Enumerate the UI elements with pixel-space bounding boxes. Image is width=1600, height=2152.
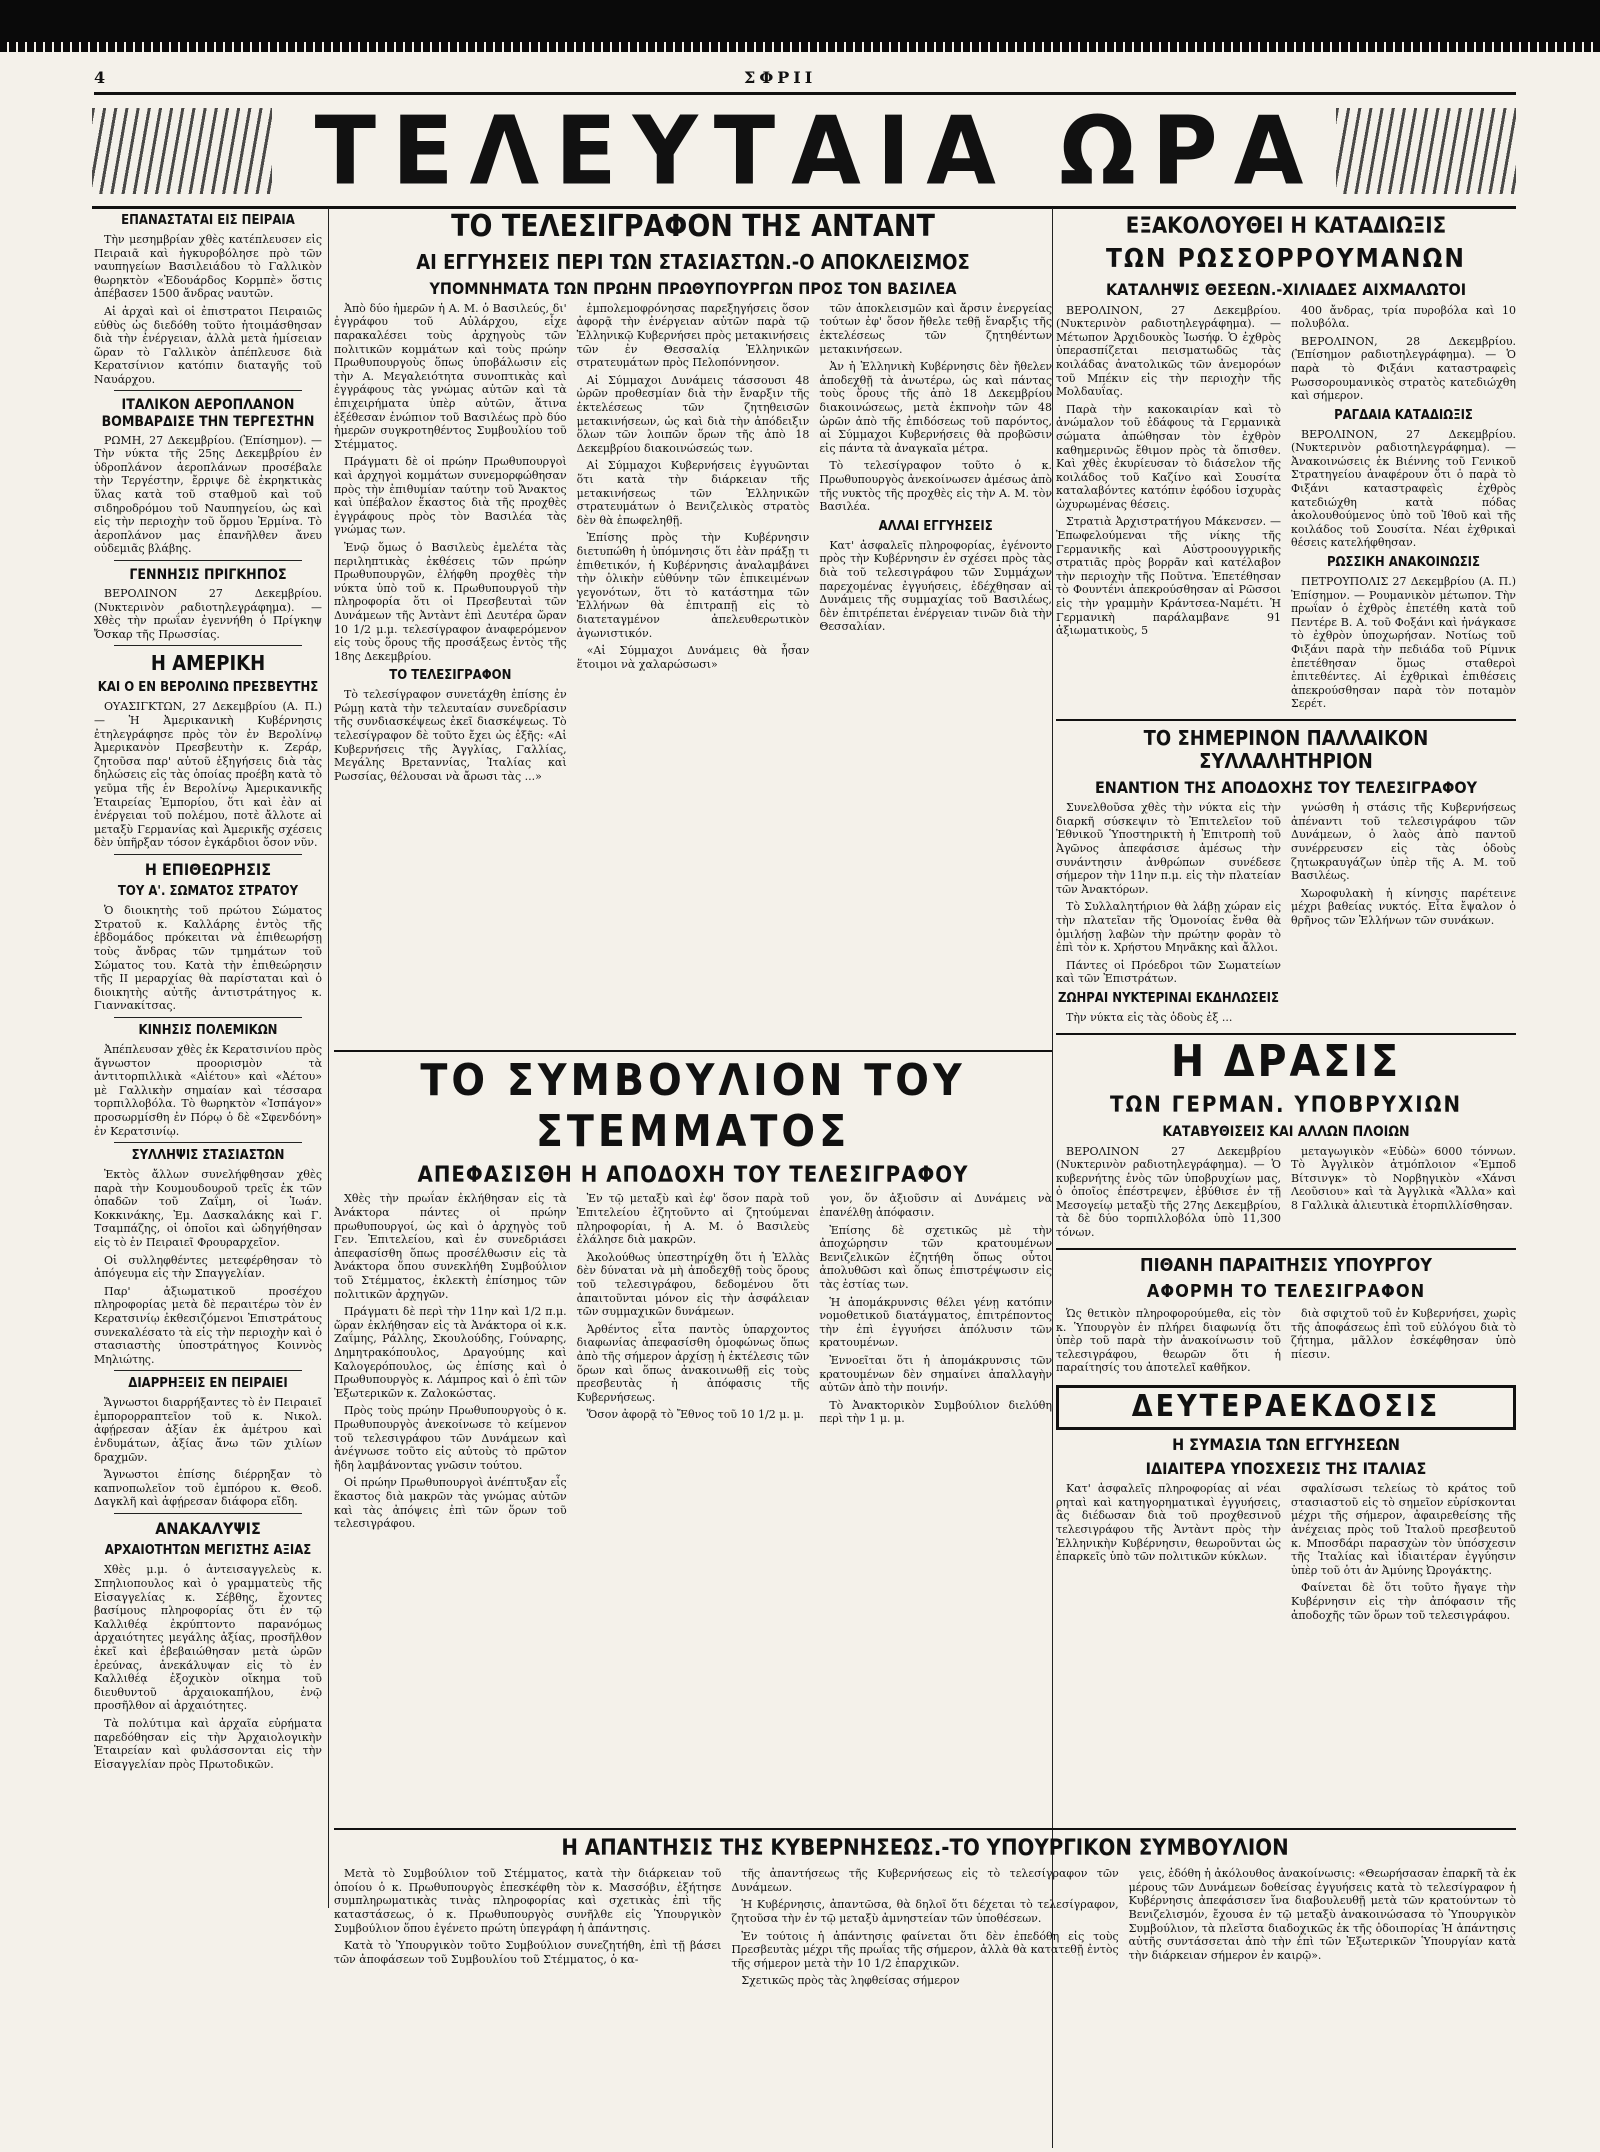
paragraph: ΟΥΑΣΙΓΚΤΩΝ, 27 Δεκεμβρίου (Α. Π.) — Ἡ Ἀμερικανικὴ Κυβέρνησις ἐτηλεγράφησε πρὸς τὸν ἐν Βερολίνῳ Ἀμερικανὸν Πρεσβευτὴν κ. Ζεράρ, ζητοῦσα παρ' αὐτοῦ ἐξηγήσεις διὰ τὰς δηλώσεις εἰς τὰς ὁποίας προέβη κατὰ τὸ γεῦμα τῆς ἐν Βερολίνῳ Ἀμερικανικῆς Ἑταιρείας Ἐμπορίου, ὅτι καὶ ἐὰν αἱ ἐνέργειαι τοῦ πολέμου, ποτὲ ἄλλοτε αἱ μεταξὺ Γερμανίας καὶ Ἀμερικῆς σχέσεις δὲν ὑπῆρξαν τόσον ἐγκάρδιοι ὅσον νῦν. bbox=[94, 700, 322, 850]
article-column bbox=[731, 1867, 1118, 1992]
paragraph: ΒΕΡΟΛΙΝΟΝ, 28 Δεκεμβρίου. (Ἐπίσημον ραδιοτηλεγράφημα). — Ὁ παρὰ τὸ Φιξάνι καταστραφεὶς Ρωσσορουμανικὸς στρατὸς κατεδιώχθη καὶ σήμερον. bbox=[1291, 334, 1516, 403]
article-column bbox=[334, 302, 567, 788]
paragraph: Χθὲς μ.μ. ὁ ἀντεισαγγελεὺς κ. Σπηλιοπουλος καὶ ὁ γραμματεὺς τῆς Εἰσαγγελίας κ. Σέβθης, ἔχοντες βασίμους πληροφορίας ὅτι ἐν τῷ Καλλιθέᾳ ἐκρύπτοντο παρανόμως ἀρχαιότητες μεγάλης ἀξίας, προσῆλθον ἐκεῖ καὶ ἐβεβαιώθησαν μετὰ ὠρῶν ἐρεύνας, ἀνεκάλυψαν εἰς τὸ ἐν Καλλιθέᾳ ἐξοχικὸν οἴκημα τοῦ διευθυντοῦ ἀρχαιοκαπήλου, ἐνῷ προσῆλθον αἱ ἀρχαιότητες. bbox=[94, 1563, 322, 1713]
paragraph: Αἱ ἀρχαὶ καὶ οἱ ἐπιστρατοι Πειραιῶς εὐθὺς ὡς διεδόθη τοῦτο ἠτοιμάσθησαν διὰ τὴν ἐνέργειαν, ἀλλὰ μετὰ ἡμίσειαν ὥραν τὸ Γαλλικὸν ἀπέπλευσε διὰ Κερατσίνιον κατόπιν διαταγῆς τοῦ Ναυάρχου. bbox=[94, 304, 322, 386]
paragraph: σφαλίσωσι τελείως τὸ κράτος τοῦ στασιαστοῦ εἰς τὸ σημεῖον εὑρίσκονται μέχρι τῆς σήμερον, ἀφαιρεθείσης τῆς ἀνέχειας πρὸς τοῦ Ἰταλοῦ πρεσβευτοῦ κ. Μποσδάρι παρασχὼν τὸν ὑπόσχεσιν τῆς Ἰταλίας καὶ ἰδιαιτέραν ἐγγύησιν ὑπὲρ τοῦ ὁτι ἀν Ἀμύνης Ὠρογάκτης. bbox=[1291, 1482, 1516, 1577]
banner-hatch-right bbox=[1336, 108, 1516, 194]
divider bbox=[114, 854, 302, 855]
paragraph: γνώσθη ἡ στάσις τῆς Κυβερνήσεως ἀπέναντι τοῦ τελεσιγράφου τῶν Δυνάμεων, ὁ λαὸς ἀπὸ παντοῦ συνέρρευσεν εἰς τὰς ὁδοὺς ζητωκραυγάζων ὑπὲρ τῆς Α. Μ. τοῦ Βασιλέως. bbox=[1291, 801, 1516, 883]
article-column bbox=[1056, 304, 1281, 715]
paragraph: Ὁ διοικητὴς τοῦ πρώτου Σώματος Στρατοῦ κ. Καλλάρης ἐντὸς τῆς ἑβδομάδος πρόκειται νὰ ἐπιθεωρήσῃ τοὺς ἄνδρας τῶν τμημάτων τοῦ Σώματος του. Κατὰ τὴν ἐπιθεώρησιν τῆς ΙΙ μεραρχίας θὰ παρίσταται καὶ ὁ διοικητὴς αὐτῆς ἀντιστράτηγος κ. Γιαννακίτσας. bbox=[94, 904, 322, 1013]
paragraph: Αἱ Σύμμαχοι Δυνάμεις τάσσουσι 48 ὡρῶν προθεσμίαν διὰ τὴν ἔναρξιν τῆς ἐκτελέσεως τῶν ζητηθεισῶν μετακινήσεων, ὡς καὶ διὰ τὴν ἀπόδειξιν ὅλων τῶν λοιπῶν ὅρων τῆς ἀπὸ 18 Δεκεμβρίου διακοινώσεώς των. bbox=[576, 373, 810, 455]
subheadline: ΚΑΤΑΒΥΘΙΣΕΙΣ ΚΑΙ ΑΛΛΩΝ ΠΛΟΙΩΝ bbox=[1162, 1124, 1410, 1141]
article-columns bbox=[334, 1867, 1516, 1992]
divider bbox=[1056, 1248, 1516, 1250]
subheadline: ΑΠΕΦΑΣΙΣΘΗ Η ΑΠΟΔΟΧΗ ΤΟΥ ΤΕΛΕΣΙΓΡΑΦΟΥ bbox=[417, 1163, 969, 1189]
subheadline: ΡΑΓΔΑΙΑ ΚΑΤΑΔΙΩΞΙΣ bbox=[1334, 407, 1473, 423]
article-column bbox=[819, 302, 1052, 788]
headline: ΙΤΑΛΙΚΟΝ ΑΕΡΟΠΛΑΝΟΝ ΒΟΜΒΑΡΔΙΣΕ ΤΗΝ ΤΕΡΓΕΣΤΗΝ bbox=[101, 397, 315, 430]
banner-title: ΤΕΛΕΥΤΑΙΑ ΩΡΑ bbox=[314, 96, 1320, 207]
paragraph: Μετὰ τὸ Συμβούλιον τοῦ Στέμματος, κατὰ τὴν διάρκειαν τοῦ ὁποίου ὁ κ. Πρωθυπουργὸς ἐπεσκέφθη τὸν κ. Μασσόβιν, ἐξήτησε συμπληρωματικὰς τινὰς πληροφορίας καὶ σχετικὰς ἐπὶ τῆς καταστάσεως, ὁ κ. Πρωθυπουργὸς συνῆλθε εἰς Ὑπουργικὸν Συμβούλιον ὅπου ἐγένετο πρώτη ὑπεγράφη ἡ ἀπάντησις. bbox=[334, 1867, 722, 1935]
paragraph: ΒΕΡΟΛΙΝΟΝ 27 Δεκεμβρίου (Νυκτερινὸν ραδιοτηλεγράφημα). — Ὁ κυβερνήτης ἑνὸς τῶν ὑποβρυχίων μας, ὁ ὁποῖος ἐπέστρεψεν, ἐβύθισε ἐν τῇ Μεσογείῳ μεταξὺ τῆς 27ης Δεκεμβρίου, τὰ δὲ δύο τορπιλλοβόλα ὑπὸ 11,300 τόνων. bbox=[1056, 1144, 1281, 1240]
paragraph: Σχετικῶς πρὸς τὰς ληφθείσας σήμερον bbox=[741, 1974, 960, 1988]
article-columns bbox=[334, 302, 1052, 788]
paragraph: Ἐνῷ ὅμως ὁ Βασιλεὺς ἐμελέτα τὰς περιληπτικὰς ἐκθέσεις τῶν πρώην Πρωθυπουργῶν, ἐλήφθη προχθὲς τὴν νύκτα ὑπὸ τοῦ κ. Πρωθυπουργοῦ τὴν πληροφορία ὅτι οἱ Πρεσβευταὶ τῶν Δυνάμεων τῆς Ἀντὰντ ἐπὶ Δευτέρα ὥραν 10 1/2 μ.μ. τελεσίγραφον ἀναφερόμενον εἰς τοὺς ὅρους τῆς προσάξεως ἐντὸς τῆς 18ης Δεκεμβρίου. bbox=[334, 540, 567, 663]
paragraph: Τὰ πολύτιμα καὶ ἀρχαῖα εὑρήματα παρεδόθησαν εἰς τὴν Ἀρχαιολογικὴν Ἑταιρείαν καὶ φυλάσσονται εἰς τὴν Εἰσαγγελίαν πρὸς Πρωτοδικῶν. bbox=[94, 1716, 322, 1771]
headline: ΔΙΑΡΡΗΞΕΙΣ ΕΝ ΠΕΙΡΑΙΕΙ bbox=[128, 1376, 288, 1392]
article-column bbox=[334, 1867, 721, 1992]
paragraph: Ἄγνωστοι διαρρήξαντες τὸ ἐν Πειραιεῖ ἐμπορορραπτεῖον τοῦ κ. Νικολ. ἀφῄρεσαν ἀξίαν ἐκ ἀμέτρου καὶ ἐνδυμάτων, ἀξίας ἄνω τῶν χιλίων δραχμῶν. bbox=[94, 1396, 322, 1464]
paragraph: Ἐν τῷ μεταξὺ καὶ ἐφ' ὅσον παρὰ τοῦ Ἐπιτελείου ἐζητοῦντο αἱ ζητούμεναι πληροφορίαι, ἡ Α. Μ. ὁ Βασιλεὺς ἐλάλησε διὰ μακρῶν. bbox=[576, 1192, 810, 1247]
divider bbox=[334, 1828, 1516, 1830]
subheadline: ΚΑΙ Ο ΕΝ ΒΕΡΟΛΙΝΩ ΠΡΕΣΒΕΥΤΗΣ bbox=[97, 680, 319, 696]
paragraph: Ἀκολούθως ὑπεστηρίχθη ὅτι ἡ Ἑλλὰς δὲν δύναται νὰ μὴ ἀποδεχθῇ τοὺς ὅρους τοῦ τελεσιγράφου, δεδομένου ὅτι ἀπαιτοῦνται μόνον εἰς τὴν ἀσφάλειαν τῶν συμμαχικῶν δυνάμεων. bbox=[576, 1250, 810, 1319]
article-columns bbox=[1056, 801, 1516, 1028]
paragraph: Ἄγνωστοι ἐπίσης διέρρηξαν τὸ καπνοπωλεῖον τοῦ ἐμπόρου κ. Θεοδ. Δαγκλῆ καὶ ἀφῄρεσαν διάφορα εἴδη. bbox=[94, 1468, 322, 1509]
paragraph: Παρὰ τὴν κακοκαιρίαν καὶ τὸ ἀνώμαλον τοῦ ἐδάφους τὰ Γερμανικὰ σώματα ἀπώθησαν τὸν ἐχθρὸν καθημερινῶς ἔθιμον πρὸς τὰ ὄπισθεν. Καὶ χθὲς ἐκυρίευσαν τὸ διάσελον τῆς κοιλάδος τοῦ Καζίνο καὶ Σουσίτα καταλαβόντες κατόπιν ἐφόδου ἰσχυρὰς ὠχυρωμένας θέσεις. bbox=[1056, 402, 1281, 511]
article-column bbox=[1129, 1867, 1516, 1992]
article-column bbox=[577, 1192, 810, 1534]
divider bbox=[114, 645, 302, 646]
paragraph: Παρ' ἀξιωματικοῦ προσέχου πληροφορίας μετὰ δὲ περαιτέρω τὸν ἐν Κερατσινίῳ ἐκθεσιζόμενοι Ἐπιστράτους συνεκαλέσατο τὰ εἰς τὴν περιοχὴν καὶ ὁ στασιαστὴς ὑποστράτηγος Κοιννὸς Μηλιώτης. bbox=[94, 1284, 322, 1366]
scan-top-border bbox=[0, 0, 1600, 52]
paragraph: τῶν ἀποκλεισμῶν καὶ ἄρσιν ἐνεργείας τούτων ἐφ' ὅσον ἤθελε τεθῇ ἔναρξις τῆς ἐκτελέσεως τῶν ζητηθέντων μετακινήσεων. bbox=[819, 301, 1052, 356]
divider bbox=[1056, 1033, 1516, 1035]
paragraph: Ἐπίσης πρὸς τὴν Κυβέρνησιν διετυπώθη ἡ ὑπόμνησις ὅτι ἐὰν πράξῃ τι ἐπιθετικόν, ἡ Κυβέρνησις ἀναλαμβάνει τὴν ὁλικὴν εὐθύνην τῶν ἐπικειμένων γεγονότων, ὅτι τὸ κατάστημα τῶν Ἑλλήνων θὰ ἐπιτραπῇ εἰς τὸ διατεταγμένον ἀπελευθερωτικὸν ἀγωνιστικόν. bbox=[576, 531, 810, 640]
divider bbox=[114, 1370, 302, 1371]
page-header bbox=[94, 68, 1494, 90]
paragraph: Κατ' ἀσφαλεῖς πληροφορίας αἱ νέαι ρηταὶ καὶ κατηγορηματικαὶ ἐγγυήσεις, ἃς διέδωσαν διὰ τοῦ προχθεσινοῦ τελεσιγράφου τῆς Ἀντὰντ πρὸς τὴν Ἑλληνικὴν Κυβέρνησιν, θεωροῦνται ὡς ἐπαρκεῖς ὑπὸ τῶν πολιτικῶν κύκλων. bbox=[1056, 1482, 1281, 1564]
paragraph: Τὸ Ἀνακτορικὸν Συμβούλιον διελύθη περὶ τὴν 1 μ. μ. bbox=[819, 1398, 1052, 1426]
headline: ΠΙΘΑΝΗ ΠΑΡΑΙΤΗΣΙΣ ΥΠΟΥΡΓΟΥ bbox=[1140, 1254, 1432, 1276]
article-column bbox=[819, 1192, 1052, 1534]
paragraph: Πάντες οἱ Πρόεδροι τῶν Σωματείων καὶ τῶν Ἐπιστράτων. bbox=[1056, 958, 1281, 986]
headline: ΕΞΑΚΟΛΟΥΘΕΙ Η ΚΑΤΑΔΙΩΞΙΣ bbox=[1125, 214, 1447, 239]
paragraph: Ἡ Κυβέρνησις, ἀπαντῶσα, θὰ δηλοῖ ὅτι δέχεται τὸ τελεσίγραφον, ζητοῦσα τὴν ἐν τῷ μεταξὺ ἀμνηστείαν τῶν ὑποθέσεων. bbox=[731, 1898, 1119, 1926]
section-banner bbox=[92, 98, 1516, 209]
banner-hatch-left bbox=[92, 108, 272, 194]
article-column bbox=[1056, 1145, 1281, 1244]
paragraph: ΡΩΜΗ, 27 Δεκεμβρίου. (Ἐπίσημον). — Τὴν νύκτα τῆς 25ης Δεκεμβρίου ἐν ὑδροπλάνον ἀεροπλάνων προσέβαλε τὴν Τεργέστην, ἔρριψε δὲ ἐκρηκτικὰς ὕλας κατὰ τοῦ σταθμοῦ καὶ τοῦ σιδηροδρόμου τοῦ Ναυπηγείου, ὡς καὶ εἰς τὴν περιοχὴν τοῦ ὅρμου Ἐρμίνα. Τὸ ἀεροπλάνον μας ἐπανῆλθεν ἄνευ οὐδεμιᾶς βλάβης. bbox=[94, 433, 322, 556]
paragraph: Τὸ τελεσίγραφον τοῦτο ὁ κ. Πρωθυπουργὸς ἀνεκοίνωσεν ἀμέσως ἀπὸ τῆς νυκτὸς τῆς προχθὲς εἰς τὴν Α. Μ. τὸν Βασιλέα. bbox=[819, 459, 1052, 514]
paragraph: Οἱ πρώην Πρωθυπουργοὶ ἀνέπτυξαν εἷς ἕκαστος διὰ μακρῶν τὰς γνώμας αὐτῶν καὶ τὰς ἀπόψεις ἐπὶ τῶν ὅρων τοῦ τελεσιγράφου. bbox=[334, 1476, 567, 1531]
article-column bbox=[1291, 801, 1516, 1028]
headline: ΚΙΝΗΣΙΣ ΠΟΛΕΜΙΚΩΝ bbox=[138, 1023, 278, 1039]
headline: ΤΩΝ ΡΩΣΣΟΡΡΟΥΜΑΝΩΝ bbox=[1106, 244, 1466, 275]
column-separator bbox=[328, 208, 329, 1908]
paragraph: Ὡς θετικὸν πληροφορούμεθα, εἰς τὸν κ. Ὑπουργὸν ἐν πλήρει διαφωνίᾳ ὅτι ὑπὲρ τοῦ παρὰ τὴν ἀνακοίνωσιν τοῦ τελεσιγράφου, θεωρῶν ὅτι ἡ παραίτησίς του ἀποτελεῖ καθῆκον. bbox=[1056, 1307, 1281, 1375]
divider bbox=[114, 1513, 302, 1514]
divider bbox=[114, 1017, 302, 1018]
article-column bbox=[577, 302, 810, 788]
newspaper-name: ΣΦΡΙΙ bbox=[744, 68, 817, 87]
paragraph: Ἐν τούτοις ἡ ἀπάντησις φαίνεται ὅτι δὲν ἐπεδόθη εἰς τοὺς Πρεσβευτὰς μέχρι τῆς πρωΐας τῆς σήμερον, ἀλλὰ θὰ κατατεθῇ ἐντὸς τῆς σήμερον μετὰ τὴν 10 1/2 ἐπαρχικῶν. bbox=[731, 1929, 1119, 1970]
subheadline: ΕΝΑΝΤΙΟΝ ΤΗΣ ΑΠΟΔΟΧΗΣ ΤΟΥ ΤΕΛΕΣΙΓΡΑΦΟΥ bbox=[1094, 777, 1478, 797]
divider bbox=[114, 560, 302, 561]
subheadline: ΖΩΗΡΑΙ ΝΥΚΤΕΡΙΝΑΙ ΕΚΔΗΛΩΣΕΙΣ bbox=[1058, 991, 1279, 1006]
paragraph: διὰ σφιχτοῦ τοῦ ἐν Κυβερνήσει, χωρὶς τῆς ἀποφάσεως ἐπὶ τοῦ εὐλόγου διὰ τὸ ζήτημα, μᾶλλον ἐσκέφθησαν ὑπὸ πίεσιν. bbox=[1291, 1307, 1516, 1361]
paragraph: Ἐκτὸς ἄλλων συνελήφθησαν χθὲς παρὰ τὴν Κουμουδουροῦ τρεῖς ἐκ τῶν ὁπαδῶν τοῦ Ζαΐμη, οἱ Ἰωάν. Κοκκινάκης, Ἐμ. Δασκαλάκης καὶ Γ. Τσαμπάζης, οἱ ὁποῖοι καὶ ὡδηγήθησαν εἰς τὸ ἐν Πειραιεῖ Φρουραρχεῖον. bbox=[94, 1168, 322, 1250]
scan-edge bbox=[0, 42, 1600, 52]
article-column bbox=[1291, 1145, 1516, 1244]
article-column bbox=[1056, 1482, 1281, 1626]
paragraph: Τὸ τελεσίγραφον συνετάχθη ἐπίσης ἐν Ρώμῃ κατὰ τὴν τελευταίαν συνεδρίασιν τῆς συνδιασκέψεως ἐκεῖ διασκέψεως. Τὸ τελεσίγραφον δὲ τοῦτο ἔχει ὡς ἑξῆς: «Αἱ Κυβερνήσεις τῆς Ἀγγλίας, Γαλλίας, Μεγάλης Βρεταννίας, Ἰταλίας καὶ Ρωσσίας, θέλουσαι νὰ ἄρωσι τὰς ...» bbox=[334, 688, 567, 783]
headline: ΤΩΝ ΓΕΡΜΑΝ. ΥΠΟΒΡΥΧΙΩΝ bbox=[1109, 1093, 1463, 1119]
paragraph: γον, ὅν ἀξιοῦσιν αἱ Δυνάμεις νὰ ἐπανέλθῃ ἀπόφασιν. bbox=[819, 1192, 1052, 1220]
subheadline: ΚΑΤΑΛΗΨΙΣ ΘΕΣΕΩΝ.-ΧΙΛΙΑΔΕΣ ΑΙΧΜΑΛΩΤΟΙ bbox=[1105, 280, 1467, 300]
article-column bbox=[334, 1192, 567, 1534]
paragraph: Κατ' ἀσφαλεῖς πληροφορίας, ἐγένοντο πρὸς τὴν Κυβέρνησιν ἐν σχέσει πρὸς τὰς διὰ τοῦ τελεσιγράφου τῶν Συμμάχων παρεχομένας ἐγγυήσεις, ἐδέχθησαν αἱ Δυνάμεις τῆς συμμαχίας τοῦ Βασιλέως, δὲν ἐπιτρέπεται ἐνέργειαν τινῶν διὰ τὴν Θεσσαλίαν. bbox=[819, 538, 1052, 634]
paragraph: ΒΕΡΟΛΙΝΟΝ, 27 Δεκεμβρίου. (Νυκτερινὸν ραδιοτηλεγράφημα). — Ἀνακοινώσεις ἐκ Βιέννης τοῦ Γενικοῦ Στρατηγείου ἀναφέρουν ὅτι ὁ παρὰ τὸ Φιξάνι καταστραφεὶς ἐχθρὸς κατεδιώχθη κατὰ πόδας ἀκολουθούμενος ὑπὸ τοῦ Ἰθοῦ καὶ τῆς κοιλάδος τοῦ Σουσίτα. Νέαι ἐχθρικαὶ θέσεις κατελήφθησαν. bbox=[1291, 427, 1516, 550]
paragraph: Τὴν νύκτα εἰς τὰς ὁδοὺς ἐξ ... bbox=[1066, 1010, 1233, 1024]
article-columns bbox=[1056, 1145, 1516, 1244]
deck: ΥΠΟΜΝΗΜΑΤΑ ΤΩΝ ΠΡΩΗΝ ΠΡΩΘΥΠΟΥΡΓΩΝ ΠΡΟΣ ΤΟΝ ΒΑΣΙΛΕΑ bbox=[429, 278, 957, 298]
headline: Η ΕΠΙΘΕΩΡΗΣΙΣ bbox=[144, 859, 272, 879]
main-headline: Η ΑΠΑΝΤΗΣΙΣ ΤΗΣ ΚΥΒΕΡΝΗΣΕΩΣ.-ΤΟ ΥΠΟΥΡΓΙΚΟΝ ΣΥΜΒΟΥΛΙΟΝ bbox=[561, 1836, 1289, 1861]
subheadline: ΑΡΧΑΙΟΤΗΤΩΝ ΜΕΓΙΣΤΗΣ ΑΞΙΑΣ bbox=[104, 1543, 312, 1559]
right-column bbox=[1056, 208, 1516, 1818]
paragraph: τῆς ἀπαντήσεως τῆς Κυβερνήσεως εἰς τὸ τελεσίγραφον τῶν Δυνάμεων. bbox=[731, 1867, 1119, 1894]
ultimatum-article bbox=[334, 208, 1052, 1038]
left-column bbox=[94, 208, 322, 2138]
paragraph: ΠΕΤΡΟΥΠΟΛΙΣ 27 Δεκεμβρίου (Α. Π.) Ἐπίσημον. — Ρουμανικὸν μέτωπον. Τὴν πρωΐαν ὁ ἐχθρὸς ἐπετέθη κατὰ τοῦ Πεντέρε Β. Α. τοῦ Φοξάνι καὶ ἠνάγκασε τὸ ἐχθρὸν ὑποχωρήσαν. Νοτίως τοῦ Φιξάνι παρὰ τὴν πεδιάδα τοῦ Ρίμνικ ἐπετέθησαν ὅμως σταθεροὶ ἐπιτεθέντες. Αἱ ἐχθρικαὶ ἐπιθέσεις ἀπεκρούσθησαν παρὰ τὸν ποταμὸν Σερέτ. bbox=[1291, 574, 1516, 711]
paragraph: 400 ἄνδρας, τρία πυροβόλα καὶ 10 πολυβόλα. bbox=[1291, 303, 1516, 331]
paragraph: Χωροφυλακὴ ἡ κίνησις παρέτεινε μέχρι βαθείας νυκτός. Εἶτα ἔψαλον ὁ θρῆνος τῶν Ἐλλήνων τῶν συνάκων. bbox=[1291, 886, 1516, 928]
paragraph: ΒΕΡΟΛΙΝΟΝ, 27 Δεκεμβρίου. (Νυκτερινὸν ραδιοτηλεγράφημα). — Μέτωπον Ἀρχιδουκὸς Ἰωσήφ. Ὁ ἐχθρὸς ὑπερασπίζεται πεισματωδῶς τὰς κοιλάδας ἀνατολικῶς τῶν ἀνεμορόων τοῦ Μπέκιν εἰς τὴν περιοχὴν τῆς Μολδαυΐας. bbox=[1056, 303, 1281, 399]
paragraph: Τὸ Συλλαλητήριον θὰ λάβῃ χώραν εἰς τὴν πλατεῖαν τῆς Ὁμονοίας ἔνθα θὰ ὁμιλήσῃ λαβὼν τὴν πρώτην φορὰν τὸ ἐπὶ τὸν κ. Χρήστου Μηνᾶκης καὶ ἄλλοι. bbox=[1056, 900, 1281, 955]
paragraph: Ἀπέπλευσαν χθὲς ἐκ Κερατσινίου πρὸς ἄγνωστον προορισμὸν τὰ ἀντιτορπιλλικὰ «Αἰέτου» καὶ «Ἀέτου» μὲ Γαλλικὴν σημαίαν καὶ τέσσαρα τορπιλλοβόλα. Τὸ θωρηκτὸν «Ἰσπάγον» προσωρμίσθη ἐν Πόρῳ ὁ δὲ «Σφενδόνη» ἐν Κερατσινίῳ. bbox=[94, 1042, 322, 1138]
paragraph: Ἡ ἀπομάκρυνσις θέλει γένῃ κατόπιν νομοθετικοῦ διατάγματος, ἐπιτρέποντος τὴν ἐπὶ ἐγγυήσει ἀπόλυσιν τῶν κρατουμένων. bbox=[819, 1295, 1052, 1350]
main-headline: ΤΟ ΣΥΜΒΟΥΛΙΟΝ ΤΟΥ ΣΤΕΜΜΑΤΟΣ bbox=[420, 1055, 966, 1157]
paragraph: Πρὸς τοὺς πρώην Πρωθυπουργοὺς ὁ κ. Πρωθυπουργὸς ἀνεκοίνωσε τὸ κείμενον τοῦ τελεσιγράφου τῶν Δυνάμεων καὶ ἀνέγνωσε τοῦτο εἰς αὐτοὺς τὸ πρῶτον ἤδη λαμβάνοντας γνῶσιν τούτου. bbox=[334, 1404, 567, 1472]
paragraph: γεις, ἐδόθη ἡ ἀκόλουθος ἀνακοίνωσις: «Θεωρήσασαν ἐπαρκῆ τὰ ἐκ μέρους τῶν Δυνάμεων δοθείσας ἐγγυήσεις κατὰ τὸ τελεσίγραφον ἡ Κυβέρνησις ἀπεφάσισεν ἵνα διαβουλευθῇ μετὰ τῶν κρατούντων τὸ Βενιζελισμόν, ἔχουσα ἐν τῷ μεταξὺ ἀνακοινώσασα τὸ Ὑπουργικὸν Συμβούλιον, τὰ πλεῖστα διαδοχικῶς ἐκ τῆς ὁδοιπορίας Ἡ ἀπάντησις αὐτῆς συντάσσεται ἀπὸ τὴν ἐπὶ τῶν Ἐξωτερικῶν Ὑπουργίαν κατὰ τὴν διάρκειαν σήμερον ἐν καιρῷ». bbox=[1128, 1867, 1516, 1962]
paragraph: Ἐπίσης δὲ σχετικῶς μὲ τὴν ἀποχώρησιν τῶν κρατουμένων Βενιζελικῶν ἐζητήθη ὅπως οὗτοι ἀπολυθῶσι καὶ ὅπως ἐπιστρέψωσιν εἰς τὰς ἐστίας των. bbox=[819, 1223, 1052, 1292]
second-edition-banner: ΔΕΥΤΕΡΑΕΚΔΟΣΙΣ bbox=[1056, 1385, 1516, 1430]
subheadline: Η ΣΥΜΑΣΙΑ ΤΩΝ ΕΓΓΥΗΣΕΩΝ bbox=[1172, 1434, 1400, 1454]
paragraph: Πράγματι δὲ οἱ πρώην Πρωθυπουργοὶ καὶ ἀρχηγοὶ κομμάτων συνεμορφώθησαν πρὸς τὴν ἐπιθυμίαν ταύτην τοῦ Ἄνακτος καὶ ὑπέβαλον ἕκαστος διὰ τῆς προχθὲς ἐγγράφους πρὸς τὸν Βασιλέα τὰς γνώμας των. bbox=[334, 455, 567, 537]
paragraph: Κατὰ τὸ Ὑπουργικὸν τοῦτο Συμβούλιον συνεζητήθη, ἐπὶ τῇ βάσει τῶν ἀποφάσεων τοῦ Συμβουλίου τοῦ Στέμματος, ὁ κα- bbox=[334, 1939, 722, 1966]
subheadline: ΤΟ ΤΕΛΕΣΙΓΡΑΦΟΝ bbox=[389, 668, 512, 684]
headline: ΤΟ ΣΗΜΕΡΙΝΟΝ ΠΑΛΛΑΙΚΟΝ ΣΥΛΛΑΛΗΤΗΡΙΟΝ bbox=[1143, 725, 1429, 773]
paragraph: Χθὲς τὴν πρωΐαν ἐκλήθησαν εἰς τὰ Ἀνάκτορα πάντες οἱ πρώην πρωθυπουργοί, ὡς καὶ ὁ ἀρχηγὸς τοῦ Γεν. Ἐπιτελείου, καὶ ἐν συνεδριάσει ἀπεφασίσθη ὅπως προσέλθωσιν εἰς τὰ Ἀνάκτορα ὅπου συνεκλήθη Συμβούλιον τοῦ Στέμματος, ἐκλεκτὴ ἐπίσημος τῶν πολιτικῶν ἀρχηγῶν. bbox=[334, 1192, 567, 1301]
article-columns bbox=[334, 1192, 1052, 1534]
article-column bbox=[1291, 1482, 1516, 1626]
paragraph: Ἀρθέντος εἶτα παντὸς ὑπαρχοντος διαφωνίας ἀπεφασίσθη ὁμοφώνως ὅπως ἀπὸ τῆς σήμερον ἀρχίσῃ ἡ ἐκτέλεσις τῶν ὅρων καὶ ὅπως ἀνακοινωθῇ εἰς τοὺς πρεσβευτὰς ἡ ἀπόφασις τῆς Κυβερνήσεως. bbox=[576, 1322, 810, 1404]
paragraph: Ἀν ἡ Ἑλληνικὴ Κυβέρνησις δὲν ἤθελεν ἀποδεχθῇ τὰ ἀνωτέρω, ὡς καὶ πάντας τοὺς ὅρους τῆς ἀπὸ 18 Δεκεμβρίου διακοινώσεως, μετὰ ἐκπνοὴν τῶν 48 ὡρῶν ἀπὸ τῆς ἐπιδόσεως τοῦ παρόντος, αἱ Σύμμαχοι Κυβερνήσεις θὰ προβῶσιν εἰς πάντα τὰ ἀναγκαῖα μέτρα. bbox=[819, 360, 1052, 455]
subheadline: ΙΔΙΑΙΤΕΡΑ ΥΠΟΣΧΕΣΙΣ ΤΗΣ ΙΤΑΛΙΑΣ bbox=[1145, 1458, 1427, 1478]
paragraph: Ἀπὸ δύο ἡμερῶν ἡ Α. Μ. ὁ Βασιλεύς, δι' ἐγγράφου τοῦ Αὐλάρχου, εἶχε παρακαλέσει τοὺς ἀρχηγοὺς τῶν πολιτικῶν κομμάτων καὶ τοὺς πρώην Πρωθυπουργοὺς ὅπως ὑποβάλωσιν εἰς τὴν Α. Μεγαλειότητα συνοπτικὰς καὶ ἐγγράφους τὰς γνώμας αὐτῶν καὶ τὰ ἐπιχειρήματα ὑπὲρ αὐτῶν, ἅτινα ἐξέθεσαν ἐνώπιον τοῦ Βασιλέως πρὸ δύο ἡμερῶν συγκροτηθέντος Συμβουλίου τοῦ Στέμματος. bbox=[334, 301, 567, 451]
paragraph: «Αἱ Σύμμαχοι Δυνάμεις θὰ ἦσαν ἕτοιμοι νὰ χαλαρώσωσι» bbox=[576, 644, 810, 671]
paragraph: Συνελθοῦσα χθὲς τὴν νύκτα εἰς τὴν διαρκῆ σύσκεψιν τὸ Ἐπιτελεῖον τοῦ Ἐθνικοῦ Ὑποστηρικτὴ ἡ Ἐπιτροπὴ τοῦ Ἀγῶνος ἀπεφάσισε ἀμέσως τὴν συνάντησιν ἀνθρώπων συνέδεσε σήμερον τὴν 11ην π.μ. εἰς τὴν πλατείαν τῶν Ἀνακτόρων. bbox=[1056, 801, 1281, 896]
paragraph: ἐμπολεμοφρόνησας παρεξηγήσεις ὅσον ἀφορᾷ τὴν ἐνέργειαν αὐτῶν παρὰ τῷ Ἑλληνικῷ Κυβερνήσει πρὸς μετακινήσεις τῶν ἐν Θεσσαλίᾳ Ἑλληνικῶν στρατευμάτων πρὸς Πελοπόννησον. bbox=[576, 301, 810, 370]
divider bbox=[114, 390, 302, 391]
paragraph: Αἱ Σύμμαχοι Κυβερνήσεις ἐγγυῶνται ὅτι κατὰ τὴν διάρκειαν τῆς μετακινήσεως τῶν Ἑλληνικῶν στρατευμάτων ὁ Βενιζελικὸς στρατὸς δὲν θὰ ἐπωφεληθῇ. bbox=[576, 459, 810, 527]
paragraph: Ὅσον ἀφορᾷ τὸ Ἔθνος τοῦ 10 1/2 μ. μ. bbox=[586, 1408, 804, 1422]
paragraph: Φαίνεται δὲ ὅτι τοῦτο ἤγαγε τὴν Κυβέρνησιν εἰς τὴν ἀπόφασιν τῆς ἀποδοχῆς τῶν ὅρων τοῦ τελεσιγράφου. bbox=[1291, 1581, 1516, 1622]
paragraph: Πράγματι δὲ περὶ τὴν 11ην καὶ 1/2 π.μ. ὥραν ἐκλήθησαν εἰς τὰ Ἀνάκτορα οἱ κ.κ. Ζαΐμης, Ράλλης, Σκουλούδης, Γούναρης, Δημητρακόπουλος, Δραγούμης καὶ Καλογερόπουλος, ὡς ἐπίσης καὶ ὁ Πρωθυπουργὸς κ. Λάμπρος καὶ ὁ ἐπὶ τῶν Ἐξωτερικῶν κ. Ζαλοκώστας. bbox=[334, 1305, 567, 1400]
subheadline: ΑΦΟΡΜΗ ΤΟ ΤΕΛΕΣΙΓΡΑΦΟΝ bbox=[1146, 1281, 1426, 1303]
main-headline: ΤΟ ΤΕΛΕΣΙΓΡΑΦΟΝ ΤΗΣ ΑΝΤΑΝΤ bbox=[451, 209, 935, 244]
divider bbox=[334, 1050, 1052, 1052]
subheadline: ΑΙ ΕΓΓΥΗΣΕΙΣ ΠΕΡΙ ΤΩΝ ΣΤΑΣΙΑΣΤΩΝ.-Ο ΑΠΟΚΛΕΙΣΜΟΣ bbox=[416, 249, 970, 274]
paragraph: Τὴν μεσημβρίαν χθὲς κατέπλευσεν εἰς Πειραιᾶ καὶ ἠγκυροβόλησε πρὸ τῶν ναυπηγείων Βασιλειάδου τὸ Γαλλικὸν θωρηκτὸν «Ἐδουάρδος Κορμπὲ» ὅστις ἀπέβασεν 1500 ἄνδρας ναυτῶν. bbox=[94, 232, 322, 301]
government-reply-article bbox=[334, 1828, 1516, 2128]
paragraph: Οἱ συλληφθέντες μετεφέρθησαν τὸ ἀπόγευμα εἰς τὴν Σπαγγελίαν. bbox=[94, 1253, 322, 1281]
paragraph: Ἐννοεῖται ὅτι ἡ ἀπομάκρυνσις τῶν κρατουμένων δὲν σημαίνει ἀπαλλαγὴν αὐτῶν ἀπὸ τὴν ποινήν. bbox=[819, 1354, 1052, 1395]
paragraph: Στρατιὰ Ἀρχιστρατήγου Μάκενσεν. — Ἐπωφελούμεναι τῆς νίκης τῆς Γερμανικῆς καὶ Αὐστροουγγρικῆς στρατιᾶς πρὸς βορρᾶν καὶ κατέλαβον τὴν περιοχὴν τῆς Ποῦτνα. Ἐπετέθησαν τὸ Φουντένι ἀπεκρούσθησαν αἱ Ρῶσσοι εἰς τὴν γραμμὴν Κράντσεα-Ναμέτι. Ἡ Γερμανικὴ παράλαμβανε 91 ἀξιωματικοὺς, 5 bbox=[1056, 515, 1281, 638]
headline: Η ΔΡΑΣΙΣ bbox=[1171, 1035, 1401, 1087]
headline: ΑΝΑΚΑΛΥΨΙΣ bbox=[155, 1519, 261, 1539]
paragraph: μεταγωγικὸν «Εὐδὼ» 6000 τόννων. Τὸ Ἀγγλικὸν ἀτμόπλοιον «Ἐμποδ Βίτσινγκ» τὸ Νορβηγικὸν «Χάνσι Λεοῦσιου» καὶ τὰ Ἀγγλικὰ «Ἄλλα» καὶ 8 Γαλλικὰ ἁλιευτικὰ ἐτορπιλλίσθησαν. bbox=[1291, 1144, 1516, 1212]
divider bbox=[114, 1142, 302, 1143]
paragraph: ΒΕΡΟΛΙΝΟΝ 27 Δεκεμβρίου. (Νυκτερινὸν ραδιοτηλεγράφημα). — Χθὲς τὴν πρωΐαν ἐγεννήθη ὁ Πρίγκηψ Ὄσκαρ τῆς Πρωσσίας. bbox=[94, 587, 322, 641]
article-columns bbox=[1056, 1307, 1516, 1379]
article-column bbox=[1291, 304, 1516, 715]
headline: ΓΕΝΝΗΣΙΣ ΠΡΙΓΚΗΠΟΣ bbox=[129, 567, 287, 583]
crown-council-article bbox=[334, 1050, 1052, 1610]
headline: ΕΠΑΝΑΣΤΑΤΑΙ ΕΙΣ ΠΕΙΡΑΙΑ bbox=[121, 213, 295, 228]
article-columns bbox=[1056, 304, 1516, 715]
subheadline: ΤΟΥ Α'. ΣΩΜΑΤΟΣ ΣΤΡΑΤΟΥ bbox=[117, 884, 299, 900]
article-columns bbox=[1056, 1482, 1516, 1626]
article-column bbox=[1291, 1307, 1516, 1379]
article-column bbox=[1056, 1307, 1281, 1379]
subheadline: ΑΛΛΑΙ ΕΓΓΥΗΣΕΙΣ bbox=[878, 518, 993, 534]
subheadline: ΡΩΣΣΙΚΗ ΑΝΑΚΟΙΝΩΣΙΣ bbox=[1326, 555, 1481, 571]
headline: Η ΑΜΕΡΙΚΗ bbox=[150, 651, 266, 676]
page-number: 4 bbox=[94, 68, 106, 87]
headline: ΣΥΛΛΗΨΙΣ ΣΤΑΣΙΑΣΤΩΝ bbox=[131, 1148, 285, 1164]
divider bbox=[1056, 719, 1516, 721]
article-column bbox=[1056, 801, 1281, 1028]
